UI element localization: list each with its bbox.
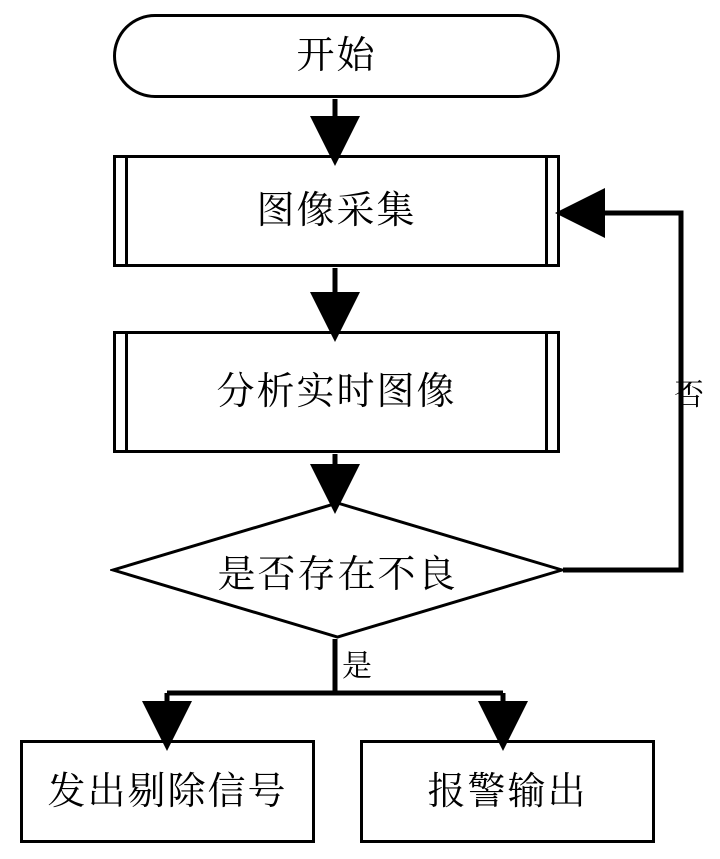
predefined-process-left-bar bbox=[125, 158, 128, 264]
node-decision bbox=[110, 500, 565, 640]
node-start bbox=[113, 14, 560, 98]
node-analyze-image bbox=[113, 331, 560, 453]
edge-decision-no-to-capture bbox=[563, 213, 681, 570]
node-decision-label: 是否存在不良 bbox=[217, 553, 458, 596]
node-reject-signal bbox=[20, 740, 315, 843]
node-alarm-output-label: 报警输出 bbox=[427, 770, 588, 813]
edge-label-yes: 是 bbox=[342, 650, 372, 683]
predefined-process-right-bar bbox=[545, 334, 548, 450]
node-image-capture bbox=[113, 155, 560, 267]
node-image-capture-label: 图像采集 bbox=[256, 190, 417, 232]
node-reject-signal-label: 发出剔除信号 bbox=[47, 770, 288, 813]
predefined-process-right-bar bbox=[545, 158, 548, 264]
predefined-process-left-bar bbox=[125, 334, 128, 450]
node-analyze-image-label: 分析实时图像 bbox=[216, 371, 457, 413]
edge-label-no: 否 bbox=[674, 379, 704, 412]
node-start-label: 开始 bbox=[296, 35, 377, 77]
node-alarm-output bbox=[360, 740, 655, 843]
